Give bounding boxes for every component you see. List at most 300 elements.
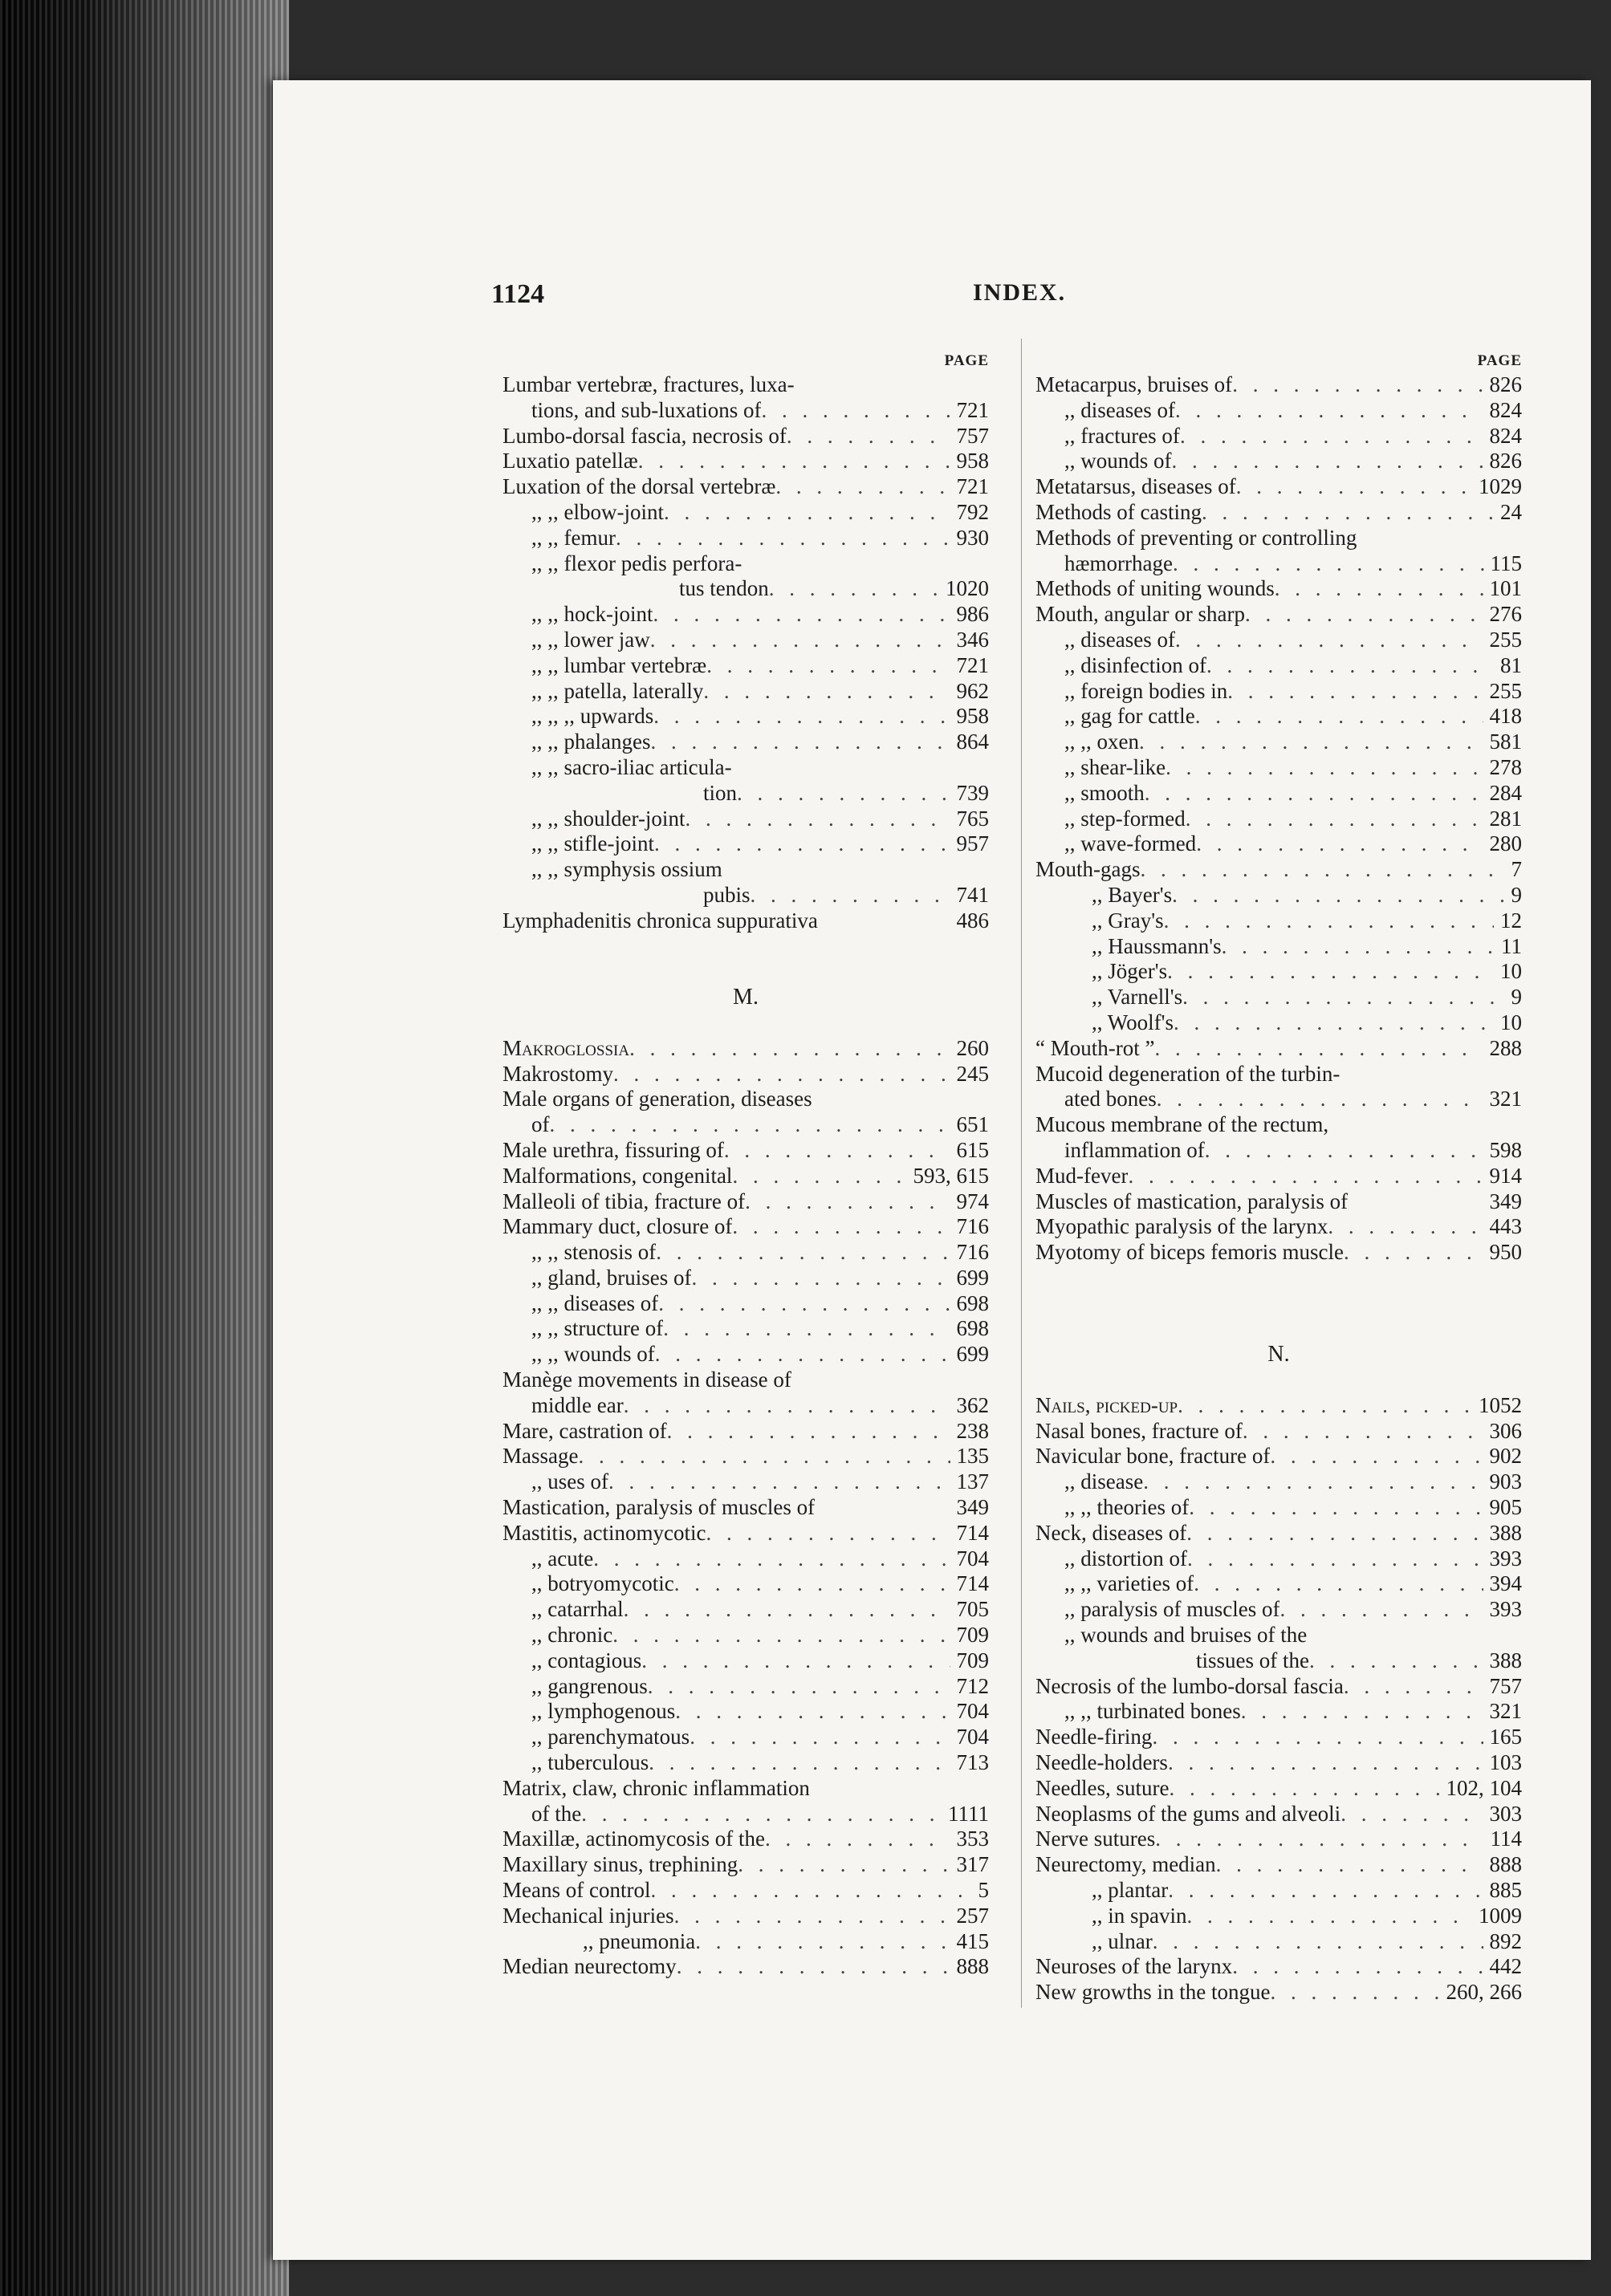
entry-page: 1111	[948, 1801, 989, 1826]
entry-text: ,, disease	[1064, 1469, 1144, 1494]
entry-text: ,, ,, lower jaw	[531, 627, 650, 652]
entry-page: 11	[1501, 933, 1522, 958]
entry-text: ,, smooth	[1064, 780, 1145, 805]
entry-text: Lumbar vertebræ, fractures, luxa-	[502, 372, 795, 396]
entry-text: ,, ,, shoulder-joint	[531, 806, 685, 831]
entry-page: 716	[956, 1214, 989, 1239]
index-entry	[1035, 1444, 1522, 1469]
entry-text: ,, fractures of	[1064, 423, 1180, 448]
leader-dots	[1309, 1648, 1483, 1674]
entry-page: 704	[956, 1546, 989, 1571]
entry-page: 281	[1489, 806, 1522, 831]
index-entry	[502, 1469, 989, 1495]
entry-text: Means of control	[502, 1878, 651, 1903]
index-entry	[502, 1419, 989, 1445]
index-entry	[502, 1571, 989, 1597]
index-entry	[502, 934, 989, 960]
index-entry	[502, 781, 989, 807]
entry-text: ,, ,, diseases of	[531, 1290, 659, 1315]
leader-dots	[1172, 883, 1504, 908]
entry-text: ,, foreign bodies in	[1064, 678, 1228, 703]
index-entry	[502, 1138, 989, 1164]
entry-page: 102, 104	[1446, 1775, 1522, 1800]
entry-text: ,, tuberculous	[531, 1750, 649, 1775]
entry-page: 238	[956, 1418, 989, 1443]
entry-text: Maxillæ, actinomycosis of the	[502, 1827, 765, 1851]
entry-page: 306	[1489, 1418, 1522, 1443]
leader-dots	[663, 1316, 950, 1342]
entry-page: 1029	[1479, 474, 1522, 499]
index-entry	[502, 1112, 989, 1138]
running-title: INDEX.	[973, 279, 1067, 306]
entry-page: 278	[1489, 754, 1522, 779]
leader-dots	[1178, 1393, 1472, 1419]
entry-text: ,, ,, elbow-joint	[531, 499, 664, 524]
index-entry	[1035, 704, 1522, 729]
leader-dots	[1344, 1240, 1483, 1266]
entry-page: 5	[978, 1878, 989, 1903]
index-entry	[502, 1776, 989, 1802]
entry-text: Lumbo-dorsal fascia, necrosis of	[502, 423, 787, 448]
entry-page: 958	[956, 704, 989, 729]
entry-text: Metatarsus, diseases of	[1035, 474, 1236, 499]
entry-text: Mucous membrane of the rectum,	[1035, 1112, 1329, 1137]
index-entry	[502, 1750, 989, 1776]
entry-text: ,, wounds and bruises of the	[1064, 1623, 1308, 1648]
entry-text: ,, diseases of	[1064, 397, 1175, 422]
index-entry	[502, 1623, 989, 1648]
leader-dots	[1232, 372, 1483, 398]
index-entry	[1035, 1367, 1522, 1393]
index-entry	[1035, 1087, 1522, 1112]
leader-dots	[1275, 576, 1483, 602]
leader-dots	[674, 1904, 950, 1929]
index-entry	[1035, 1316, 1522, 1342]
leader-dots	[550, 1112, 950, 1138]
index-entry	[502, 908, 989, 934]
index-entry	[502, 449, 989, 474]
entry-text: ,, Gray's	[1092, 908, 1164, 933]
leader-dots	[578, 1444, 950, 1469]
entry-text: ,, ,, sacro-iliac articula-	[531, 754, 732, 779]
leader-dots	[624, 1393, 950, 1419]
leader-dots	[706, 653, 950, 679]
index-entry	[1035, 551, 1522, 577]
leader-dots	[1241, 1699, 1483, 1725]
index-entry	[502, 883, 989, 908]
index-entry	[1035, 1010, 1522, 1036]
index-entry	[1035, 831, 1522, 857]
index-entry	[1035, 1189, 1522, 1215]
entry-page: 115	[1490, 551, 1522, 575]
entry-page: 914	[1489, 1163, 1522, 1188]
entry-page: 321	[1489, 1087, 1522, 1111]
entry-text: ,, ,, varieties of	[1064, 1571, 1194, 1596]
entry-text: Manège movements in disease of	[502, 1367, 791, 1392]
entry-page: 1020	[946, 576, 989, 601]
entry-page: 903	[1489, 1469, 1522, 1494]
index-entry	[1035, 1138, 1522, 1164]
entry-page: 81	[1500, 652, 1522, 677]
entry-text: Nerve sutures	[1035, 1827, 1156, 1851]
entry-page: 137	[956, 1469, 989, 1494]
leader-dots	[1139, 729, 1483, 755]
entry-page: 888	[956, 1954, 989, 1979]
entry-text: ,, ,, wounds of	[531, 1342, 655, 1367]
leader-dots	[1143, 1469, 1483, 1495]
leader-dots	[1270, 1444, 1483, 1469]
index-entry	[1035, 1214, 1522, 1240]
entry-text: Mastication, paralysis of muscles of	[502, 1495, 816, 1520]
entry-page: 388	[1489, 1520, 1522, 1545]
entry-page: 101	[1489, 576, 1522, 601]
entry-page: 957	[956, 831, 989, 856]
entry-page: 905	[1489, 1495, 1522, 1520]
index-entry	[1035, 1164, 1522, 1189]
entry-page: 442	[1489, 1954, 1522, 1979]
index-entry	[1035, 729, 1522, 755]
index-entry	[1035, 1852, 1522, 1878]
leader-dots	[650, 1878, 971, 1904]
index-entry	[1035, 807, 1522, 832]
entry-text: Mammary duct, closure of	[502, 1214, 733, 1239]
index-entry	[502, 1521, 989, 1546]
entry-page: 699	[956, 1265, 989, 1290]
index-column-right	[1035, 350, 1522, 2005]
entry-text: Muscles of mastication, paralysis of	[1035, 1189, 1349, 1213]
index-entry	[502, 1189, 989, 1215]
entry-page: 709	[956, 1648, 989, 1672]
index-entry	[1035, 1546, 1522, 1572]
page-column-header: PAGE	[944, 352, 989, 369]
leader-dots	[1175, 398, 1483, 424]
index-entry	[1035, 372, 1522, 398]
index-entry	[1035, 934, 1522, 960]
index-entry	[502, 1062, 989, 1087]
entry-page: 9	[1511, 882, 1522, 907]
entry-page: 581	[1489, 729, 1522, 754]
entry-text: pubis	[703, 882, 751, 907]
entry-text: Metacarpus, bruises of	[1035, 372, 1233, 396]
entry-text: ,, ,, ,, upwards	[531, 704, 654, 729]
entry-text: Necrosis of the lumbo-dorsal fascia	[1035, 1673, 1344, 1698]
index-entry	[1035, 1495, 1522, 1521]
entry-text: ,, catarrhal	[531, 1597, 624, 1622]
entry-page: 974	[956, 1189, 989, 1213]
index-entry	[502, 398, 989, 424]
entry-text: ated bones	[1064, 1087, 1157, 1111]
entry-page: 698	[956, 1316, 989, 1341]
index-entry	[502, 526, 989, 551]
leader-dots	[1344, 1674, 1483, 1700]
index-entry	[502, 1087, 989, 1112]
entry-page: 276	[1489, 602, 1522, 627]
entry-page: 792	[956, 499, 989, 524]
entry-page: 393	[1489, 1546, 1522, 1571]
leader-dots	[654, 831, 950, 857]
entry-page: 699	[956, 1342, 989, 1367]
leader-dots	[1164, 908, 1494, 934]
index-entry	[502, 474, 989, 500]
leader-dots	[1157, 1087, 1483, 1112]
entry-text: ,, ,, phalanges	[531, 729, 651, 754]
entry-text: Methods of preventing or controlling	[1035, 525, 1357, 550]
leader-dots	[1174, 1010, 1494, 1036]
leader-dots	[616, 526, 950, 551]
index-entry	[502, 500, 989, 526]
entry-text: tion	[703, 780, 738, 805]
entry-text: ,, disinfection of	[1064, 652, 1206, 677]
entry-text: ,, step-formed	[1064, 806, 1186, 831]
index-entry	[502, 1802, 989, 1827]
entry-page: 824	[1489, 423, 1522, 448]
index-entry	[1035, 500, 1522, 526]
leader-dots	[1172, 449, 1483, 474]
entry-text: ,, contagious	[531, 1648, 642, 1672]
entry-page: 103	[1489, 1750, 1522, 1775]
leader-dots	[1173, 551, 1484, 577]
leader-dots	[1187, 1546, 1483, 1572]
entry-page: 698	[956, 1290, 989, 1315]
entry-text: ,, paralysis of muscles of	[1064, 1597, 1280, 1622]
entry-text: ,, uses of	[531, 1469, 608, 1494]
index-entry	[1035, 1240, 1522, 1266]
leader-dots	[1187, 1904, 1473, 1929]
index-entry	[1035, 1750, 1522, 1776]
leader-dots	[703, 679, 950, 705]
index-entry	[502, 424, 989, 449]
entry-text: Nasal bones, fracture of	[1035, 1418, 1243, 1443]
index-entry	[1035, 1954, 1522, 1980]
index-entry	[1035, 1291, 1522, 1317]
leader-dots	[658, 1291, 950, 1317]
entry-text: ,, ,, oxen	[1064, 729, 1139, 754]
entry-page: 10	[1500, 1010, 1522, 1034]
entry-text: inflammation of	[1064, 1137, 1205, 1162]
entry-text: Massage	[502, 1444, 579, 1469]
entry-text: Median neurectomy	[502, 1954, 677, 1979]
entry-text: Makroglossia	[502, 1035, 630, 1060]
index-entry	[1035, 1062, 1522, 1087]
entry-text: ,, botryomycotic	[531, 1571, 674, 1596]
entry-page: 317	[956, 1852, 989, 1877]
entry-text: Neuroses of the larynx	[1035, 1954, 1233, 1979]
index-entry	[502, 653, 989, 679]
index-entry	[502, 1495, 989, 1521]
index-entry	[502, 372, 989, 398]
leader-dots	[745, 1189, 950, 1215]
index-entry	[502, 1929, 989, 1955]
entry-text: Mucoid degeneration of the turbin-	[1035, 1061, 1340, 1086]
leader-dots	[1243, 1419, 1483, 1445]
entry-text: middle ear	[531, 1392, 624, 1417]
leader-dots	[1180, 424, 1483, 449]
index-column-left	[502, 350, 989, 1980]
entry-page: 714	[956, 1520, 989, 1545]
index-entry	[1035, 1878, 1522, 1904]
index-entry	[502, 704, 989, 729]
entry-text: ,, distortion of	[1064, 1546, 1187, 1571]
entry-text: ,, ,, structure of	[531, 1316, 664, 1341]
index-entry	[502, 1342, 989, 1367]
entry-page: 713	[956, 1750, 989, 1775]
entry-text: ,, pneumonia	[583, 1928, 696, 1953]
entry-page: 418	[1489, 704, 1522, 729]
index-entry	[1035, 576, 1522, 602]
index-entry	[1035, 857, 1522, 883]
entry-text: Needles, suture	[1035, 1775, 1170, 1800]
entry-page: 741	[956, 882, 989, 907]
entry-page: 958	[956, 449, 989, 473]
index-entry	[502, 1316, 989, 1342]
leader-dots	[650, 628, 950, 653]
entry-text: ,, ,, patella, laterally	[531, 678, 704, 703]
entry-page: 353	[956, 1827, 989, 1851]
leader-dots	[787, 424, 950, 449]
page-column-header: PAGE	[1477, 352, 1522, 369]
leader-dots	[1245, 602, 1483, 628]
index-entry	[502, 1648, 989, 1674]
entry-text: Mouth-gags	[1035, 857, 1141, 882]
leader-dots	[1205, 1138, 1483, 1164]
index-entry	[502, 755, 989, 781]
leader-dots	[706, 1521, 950, 1546]
entry-text: ,, wounds of	[1064, 449, 1172, 473]
entry-page: 714	[956, 1571, 989, 1596]
entry-text: Neck, diseases of	[1035, 1520, 1187, 1545]
leader-dots	[1194, 1571, 1483, 1597]
index-entry	[1035, 1419, 1522, 1445]
index-entry	[1035, 1112, 1522, 1138]
entry-text: tus tendon	[679, 576, 769, 601]
index-entry	[502, 1852, 989, 1878]
index-entry	[502, 1674, 989, 1700]
leader-dots	[641, 1648, 950, 1674]
entry-text: Male urethra, fissuring of	[502, 1137, 724, 1162]
index-entry	[1035, 449, 1522, 474]
entry-text: ,, ,, symphysis ossium	[531, 857, 722, 882]
leader-dots	[1206, 653, 1494, 679]
entry-text: of	[531, 1112, 550, 1137]
entry-page: 826	[1489, 372, 1522, 396]
index-entry	[1035, 1776, 1522, 1802]
leader-dots	[608, 1469, 950, 1495]
entry-page: 255	[1489, 627, 1522, 652]
leader-dots	[690, 1725, 950, 1750]
index-entry	[502, 857, 989, 883]
index-entry	[502, 1597, 989, 1623]
leader-dots	[1232, 1954, 1483, 1980]
index-entry	[1035, 1725, 1522, 1750]
leader-dots	[629, 1036, 950, 1062]
entry-page: 705	[956, 1597, 989, 1622]
leader-dots	[1216, 1852, 1483, 1878]
entry-text: Male organs of generation, diseases	[502, 1087, 812, 1111]
entry-page: 709	[956, 1623, 989, 1648]
index-entry	[502, 1878, 989, 1904]
entry-page: 1009	[1479, 1903, 1522, 1928]
leader-dots	[769, 576, 939, 602]
entry-page: 12	[1500, 908, 1522, 933]
index-entry	[502, 551, 989, 577]
entry-page: 165	[1489, 1725, 1522, 1749]
index-entry	[502, 1725, 989, 1750]
entry-text: Navicular bone, fracture of	[1035, 1444, 1271, 1469]
index-entry	[502, 807, 989, 832]
leader-dots	[1195, 704, 1483, 729]
entry-page: 864	[956, 729, 989, 754]
entry-page: 962	[956, 678, 989, 703]
leader-dots	[1169, 1776, 1439, 1802]
entry-text: tissues of the	[1196, 1648, 1309, 1672]
index-entry	[1035, 1469, 1522, 1495]
index-entry	[1035, 883, 1522, 908]
entry-text: ,, ,, turbinated bones	[1064, 1699, 1241, 1724]
index-entry	[502, 1367, 989, 1393]
entry-text: ,, ,, flexor pedis perfora-	[531, 551, 742, 575]
entry-text: ,, chronic	[531, 1623, 613, 1648]
entry-text: Luxation of the dorsal vertebræ	[502, 474, 776, 499]
entry-text: ,, gag for cattle	[1064, 704, 1195, 729]
section-heading: N.	[1267, 1342, 1290, 1367]
entry-text: ,, ,, theories of	[1064, 1495, 1190, 1520]
entry-text: “ Mouth-rot ”	[1035, 1035, 1155, 1060]
entry-text: Nails, picked-up	[1035, 1392, 1178, 1417]
entry-page: 1052	[1479, 1392, 1522, 1417]
entry-text: of the	[531, 1801, 582, 1826]
entry-text: ,, in spavin	[1092, 1903, 1187, 1928]
entry-page: 10	[1500, 959, 1522, 984]
leader-dots	[1340, 1802, 1483, 1827]
entry-text: Needle-holders	[1035, 1750, 1168, 1775]
leader-dots	[1186, 1521, 1483, 1546]
leader-dots	[648, 1674, 950, 1700]
index-entry	[502, 1954, 989, 1980]
entry-page: 757	[956, 423, 989, 448]
entry-text: ,, Varnell's	[1092, 985, 1183, 1010]
leader-dots	[650, 729, 950, 755]
entry-text: ,, parenchymatous	[531, 1725, 690, 1749]
leader-dots	[1196, 831, 1483, 857]
leader-dots	[1154, 1036, 1483, 1062]
leader-dots	[664, 500, 950, 526]
entry-text: ,, ,, stifle-joint	[531, 831, 654, 856]
entry-text: ,, wave-formed	[1064, 831, 1197, 856]
index-entry	[502, 679, 989, 705]
index-entry	[1035, 679, 1522, 705]
index-entry	[1035, 1521, 1522, 1546]
leader-dots	[732, 1214, 950, 1240]
index-entry	[1035, 1393, 1522, 1419]
running-head	[491, 279, 1503, 311]
index-list-right	[1035, 372, 1522, 2005]
entry-page: 950	[1489, 1240, 1522, 1265]
index-entry	[1035, 1980, 1522, 2005]
entry-page: 593, 615	[913, 1163, 989, 1188]
leader-dots	[653, 704, 950, 729]
index-entry	[1035, 1904, 1522, 1929]
leader-dots	[1202, 500, 1494, 526]
entry-text: Methods of uniting wounds	[1035, 576, 1275, 601]
leader-dots	[737, 781, 950, 807]
index-entry	[1035, 1929, 1522, 1955]
index-entry	[1035, 781, 1522, 807]
index-entry	[502, 1291, 989, 1317]
entry-page: 257	[956, 1903, 989, 1928]
entry-page: 135	[956, 1444, 989, 1469]
entry-page: 7	[1511, 857, 1522, 882]
page-number: 1124	[491, 279, 545, 309]
